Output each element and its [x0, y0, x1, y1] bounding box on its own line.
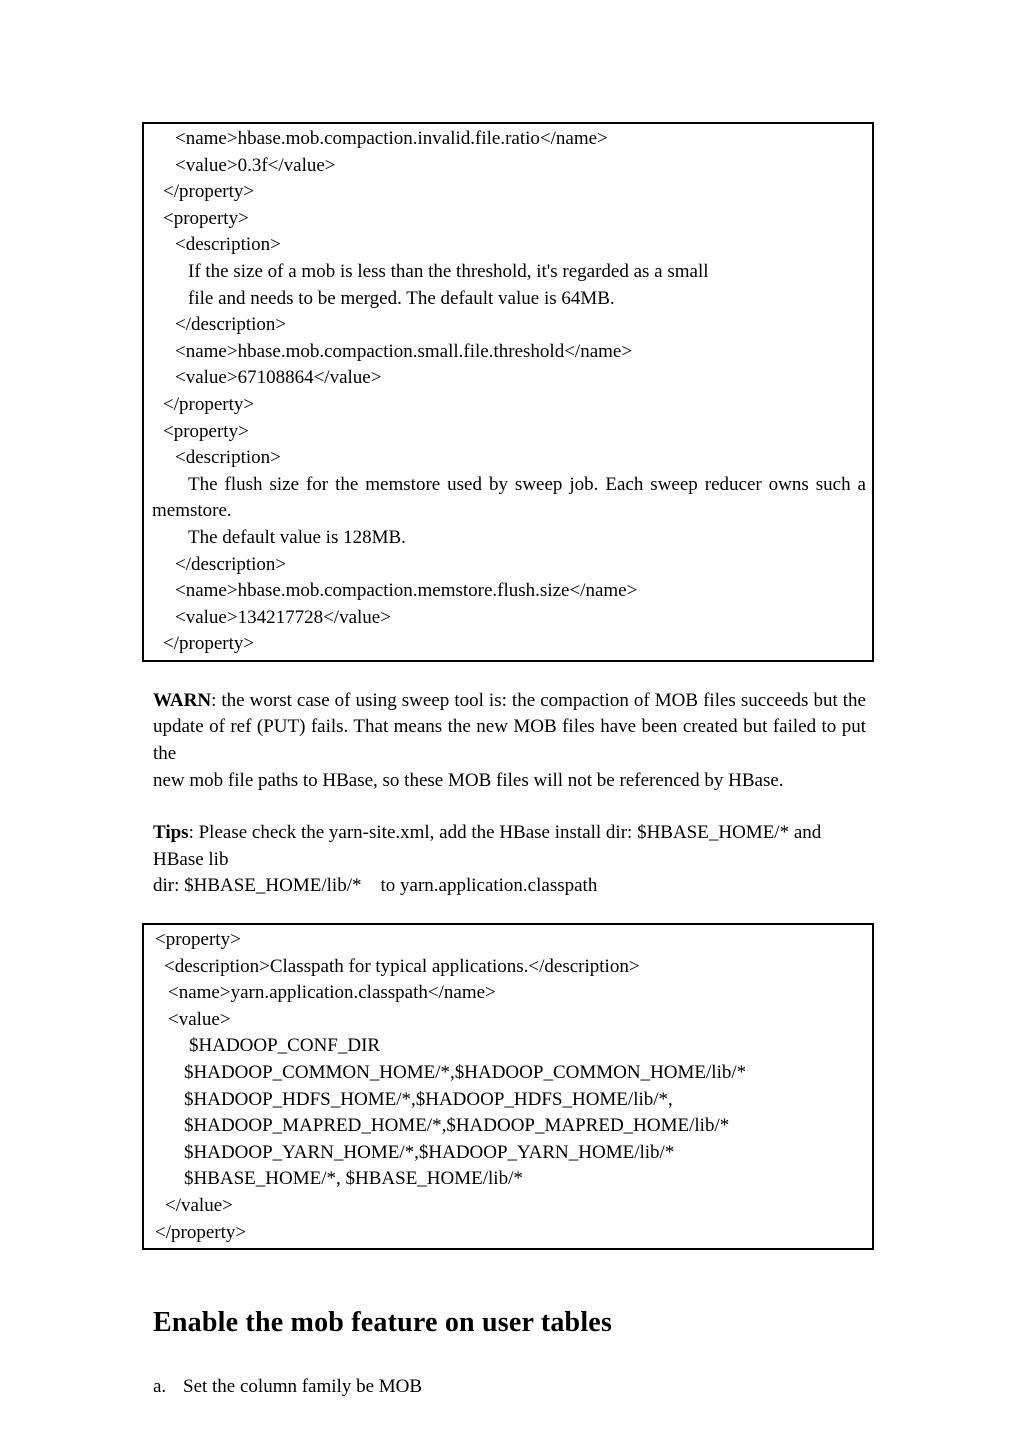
- code-line: <value>: [168, 1008, 231, 1030]
- tips-line: [153, 820, 866, 873]
- code-line: </value>: [165, 1194, 233, 1216]
- xml-code-block-hbase-mob: [142, 122, 874, 662]
- code-line: <name>hbase.mob.compaction.memstore.flush.size</name>: [175, 580, 638, 602]
- code-line: </property>: [155, 1221, 247, 1243]
- code-line: $HADOOP_YARN_HOME/*,$HADOOP_YARN_HOME/lib/*: [184, 1141, 675, 1163]
- code-line: $HADOOP_CONF_DIR: [189, 1035, 381, 1057]
- code-line: <value>134217728</value>: [175, 606, 391, 628]
- tips-label: Tips: [153, 822, 189, 844]
- code-line: The flush size for the memstore used by sweep job. Each sweep reducer owns such a: [188, 473, 866, 495]
- tips-paragraph: [153, 820, 866, 900]
- xml-code-block-yarn-classpath: [142, 923, 874, 1250]
- tips-line: dir: $HBASE_HOME/lib/* to yarn.application.classpath: [153, 875, 598, 897]
- list-marker: a.: [153, 1376, 167, 1398]
- warn-line: [153, 688, 866, 715]
- code-line: <property>: [163, 207, 249, 229]
- code-line: <description>Classpath for typical applications.</description>: [164, 955, 640, 977]
- list-item-text: Set the column family be MOB: [183, 1376, 423, 1398]
- code-line: </description>: [175, 553, 287, 575]
- code-line: <description>: [175, 234, 281, 256]
- section-heading: Enable the mob feature on user tables: [153, 1307, 613, 1339]
- page-content: [0, 122, 866, 1401]
- warn-line: update of ref (PUT) fails. That means the new MOB files have been created but failed to put the: [153, 716, 866, 765]
- warn-text: : the worst case of using sweep tool is: the compaction of MOB files succeeds but the: [211, 689, 866, 711]
- code-line: <name>yarn.application.classpath</name>: [168, 982, 496, 1004]
- code-line: <property>: [155, 929, 241, 951]
- code-line: </property>: [163, 181, 255, 203]
- tips-text: : Please check the yarn-site.xml, add the HBase install dir: $HBASE_HOME/* and HBase lib: [153, 822, 822, 870]
- code-line: </property>: [163, 393, 255, 415]
- code-line: <value>0.3f</value>: [175, 154, 336, 176]
- code-line: $HADOOP_MAPRED_HOME/*,$HADOOP_MAPRED_HOME/lib/*: [184, 1115, 730, 1137]
- warn-paragraph: [153, 688, 866, 794]
- code-line: <name>hbase.mob.compaction.invalid.file.ratio</name>: [175, 128, 608, 149]
- code-line: $HBASE_HOME/*, $HBASE_HOME/lib/*: [184, 1168, 523, 1190]
- code-line: memstore.: [152, 500, 232, 522]
- warn-line: new mob file paths to HBase, so these MOB files will not be referenced by HBase.: [153, 769, 784, 791]
- list-item-a: [153, 1374, 866, 1401]
- code-line: <value>67108864</value>: [175, 367, 382, 389]
- code-line: If the size of a mob is less than the threshold, it's regarded as a small: [188, 260, 709, 282]
- code-line: <description>: [175, 447, 281, 469]
- code-line: file and needs to be merged. The default value is 64MB.: [188, 287, 615, 309]
- warn-label: WARN: [153, 689, 212, 711]
- code-line: $HADOOP_COMMON_HOME/*,$HADOOP_COMMON_HOME/lib/*: [184, 1062, 747, 1083]
- code-line: </description>: [175, 314, 287, 336]
- code-line: $HADOOP_HDFS_HOME/*,$HADOOP_HDFS_HOME/lib/*,: [184, 1088, 673, 1110]
- code-line: <property>: [163, 420, 249, 442]
- code-line: </property>: [163, 633, 255, 655]
- code-line: <name>hbase.mob.compaction.small.file.threshold</name>: [175, 340, 633, 362]
- code-line: The default value is 128MB.: [188, 526, 406, 548]
